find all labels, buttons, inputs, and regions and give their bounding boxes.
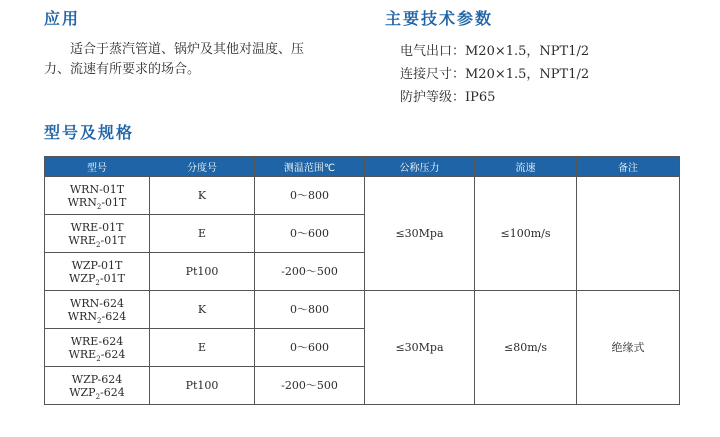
range-cell: -200～500 <box>255 367 365 405</box>
table-row <box>45 177 680 215</box>
flow-cell: ≤100m/s <box>475 177 577 291</box>
range-cell: 0～800 <box>255 291 365 329</box>
application-text-line2: 力、流速有所要求的场合。 <box>44 62 201 77</box>
model-spec-heading: 型号及规格 <box>44 123 135 142</box>
application-description <box>44 40 344 80</box>
model-cell: WZP-01T $WZP_2-01T$ <box>45 253 150 291</box>
header-graduation: 分度号 <box>150 157 255 177</box>
range-cell: 0～800 <box>255 177 365 215</box>
header-pressure: 公称压力 <box>365 157 475 177</box>
model-cell: WZP-624 $WZP_2-624$ <box>45 367 150 405</box>
param-connection-size: 连接尺寸：M20×1.5，NPT1/2 <box>400 67 590 82</box>
range-cell: 0～600 <box>255 329 365 367</box>
header-range: 测温范围℃ <box>255 157 365 177</box>
tech-params-heading: 主要技术参数 <box>385 9 494 28</box>
model-spec-table <box>44 156 680 405</box>
param-protection-level: 防护等级：IP65 <box>400 90 496 105</box>
note-cell <box>577 177 680 291</box>
pressure-cell: ≤30Mpa <box>365 177 475 291</box>
note-cell: 绝缘式 <box>577 291 680 405</box>
model-cell: WRN-624 $WRN_2-624$ <box>45 291 150 329</box>
graduation-cell: K <box>150 291 255 329</box>
flow-cell: ≤80m/s <box>475 291 577 405</box>
table-header-row <box>45 157 680 177</box>
graduation-cell: Pt100 <box>150 367 255 405</box>
application-heading: 应用 <box>44 9 81 28</box>
range-cell: -200～500 <box>255 253 365 291</box>
param-electrical-outlet: 电气出口：M20×1.5，NPT1/2 <box>400 44 590 59</box>
header-note: 备注 <box>577 157 680 177</box>
range-cell: 0～600 <box>255 215 365 253</box>
table-row <box>45 291 680 329</box>
application-text-line1: 适合于蒸汽管道、锅炉及其他对温度、压 <box>70 42 305 57</box>
model-cell: WRE-01T $WRE_2-01T$ <box>45 215 150 253</box>
graduation-cell: E <box>150 215 255 253</box>
pressure-cell: ≤30Mpa <box>365 291 475 405</box>
header-model: 型号 <box>45 157 150 177</box>
header-flow: 流速 <box>475 157 577 177</box>
tech-params-list <box>400 40 589 109</box>
model-cell: WRN-01T $WRN_2-01T$ <box>45 177 150 215</box>
model-cell: WRE-624 $WRE_2-624$ <box>45 329 150 367</box>
graduation-cell: E <box>150 329 255 367</box>
graduation-cell: K <box>150 177 255 215</box>
graduation-cell: Pt100 <box>150 253 255 291</box>
